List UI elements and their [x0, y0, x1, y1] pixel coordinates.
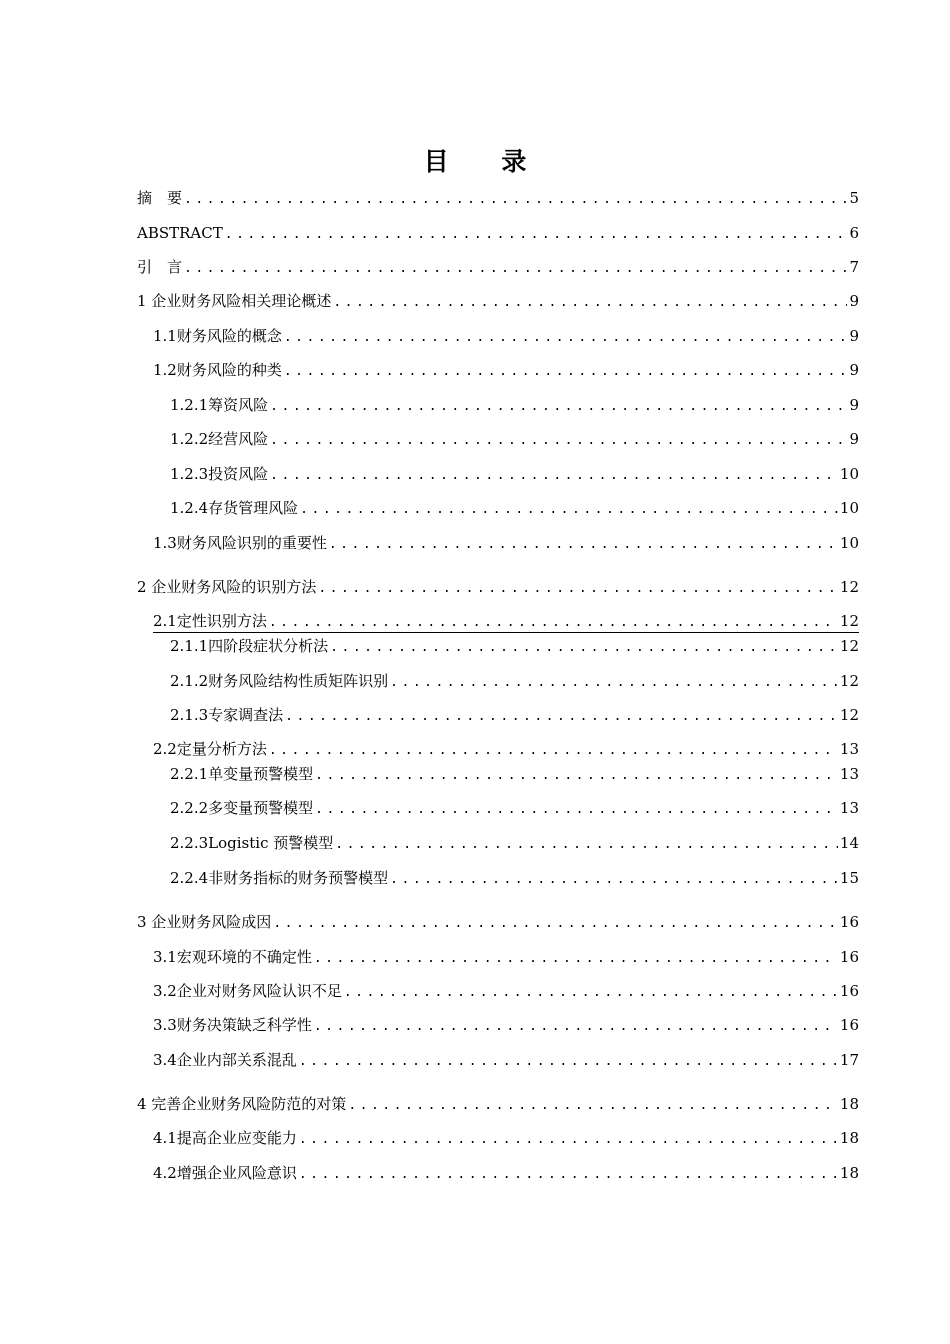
dot-leader — [285, 708, 838, 726]
toc-entry[interactable] — [153, 980, 859, 1002]
toc-entry-page-number: 10 — [839, 465, 859, 483]
dot-leader — [348, 1097, 838, 1115]
toc-entry-label: 1.2.2经营风险 — [170, 430, 269, 448]
toc-entry-label: 2.2.2多变量预警模型 — [170, 799, 314, 817]
dot-leader — [284, 363, 848, 381]
dot-leader — [329, 536, 838, 554]
toc-entry[interactable] — [170, 394, 859, 416]
dot-leader — [315, 767, 838, 785]
toc-entry[interactable] — [137, 290, 859, 312]
toc-entry-label: 3.4企业内部关系混乱 — [153, 1051, 297, 1069]
toc-entry-label: 2.2.3Logistic 预警模型 — [170, 834, 334, 852]
dot-leader — [318, 580, 838, 598]
toc-entry[interactable] — [170, 463, 859, 485]
dot-leader — [299, 1166, 838, 1184]
toc-entry-label: ABSTRACT — [137, 224, 223, 242]
toc-entry-page-number: 15 — [839, 869, 859, 887]
toc-entry-label: 3 企业财务风险成因 — [137, 913, 272, 931]
toc-entry-label: 4 完善企业财务风险防范的对策 — [137, 1095, 347, 1113]
toc-entry[interactable] — [153, 946, 859, 968]
toc-entry-label: 2.1.2财务风险结构性质矩阵识别 — [170, 672, 389, 690]
toc-entry-page-number: 13 — [839, 740, 859, 758]
toc-entry-label: 摘 要 — [137, 189, 183, 207]
toc-entry-page-number: 16 — [839, 948, 859, 966]
toc-entry-page-number: 10 — [839, 534, 859, 552]
toc-entry-page-number: 7 — [849, 258, 859, 276]
toc-entry[interactable] — [153, 359, 859, 381]
toc-entry[interactable] — [170, 704, 859, 726]
toc-entry-page-number: 9 — [849, 327, 859, 345]
toc-entry[interactable] — [170, 635, 859, 657]
dot-leader — [270, 398, 847, 416]
toc-entry-label: 2 企业财务风险的识别方法 — [137, 578, 317, 596]
toc-entry-page-number: 18 — [839, 1095, 859, 1113]
dot-leader — [390, 674, 838, 692]
toc-entry[interactable] — [170, 832, 859, 854]
dot-leader — [344, 984, 838, 1002]
toc-entry-page-number: 12 — [839, 706, 859, 724]
toc-title: 目 录 — [423, 147, 549, 176]
dot-leader — [284, 329, 848, 347]
toc-entry-label: 3.1宏观环境的不确定性 — [153, 948, 312, 966]
toc-entry[interactable] — [170, 763, 859, 785]
toc-entry[interactable] — [170, 428, 859, 450]
dot-leader — [390, 871, 838, 889]
toc-entry[interactable] — [137, 1093, 859, 1115]
dot-leader — [184, 260, 847, 278]
dot-leader — [270, 467, 838, 485]
toc-entry-label: 3.2企业对财务风险认识不足 — [153, 982, 342, 1000]
toc-entry-page-number: 12 — [839, 672, 859, 690]
toc-entry-page-number: 10 — [839, 499, 859, 517]
toc-entry-page-number: 9 — [849, 396, 859, 414]
dot-leader — [335, 836, 838, 854]
toc-entry-label: 4.1提高企业应变能力 — [153, 1129, 297, 1147]
toc-entry[interactable] — [153, 1049, 859, 1071]
toc-entry-label: 2.2定量分析方法 — [153, 740, 267, 758]
toc-entry-label: 2.2.1单变量预警模型 — [170, 765, 314, 783]
dot-leader — [299, 1053, 838, 1071]
dot-leader — [184, 191, 847, 209]
toc-entry[interactable] — [170, 497, 859, 519]
toc-entry-label: 1.3财务风险识别的重要性 — [153, 534, 327, 552]
toc-entry-page-number: 12 — [839, 612, 859, 630]
toc-entry-page-number: 18 — [839, 1164, 859, 1182]
toc-entry-label: 2.1.3专家调查法 — [170, 706, 284, 724]
toc-entry-label: 1.2.1筹资风险 — [170, 396, 269, 414]
dot-leader — [270, 432, 847, 450]
dot-leader — [269, 614, 838, 632]
toc-entry[interactable] — [153, 1127, 859, 1149]
toc-entry-label: 2.2.4非财务指标的财务预警模型 — [170, 869, 389, 887]
dot-leader — [273, 915, 838, 933]
toc-entry-page-number: 16 — [839, 982, 859, 1000]
toc-entry[interactable] — [137, 911, 859, 933]
toc-entry-label: 2.1定性识别方法 — [153, 612, 267, 630]
toc-entry[interactable] — [153, 610, 859, 633]
toc-entry-page-number: 13 — [839, 799, 859, 817]
toc-entry-label: 3.3财务决策缺乏科学性 — [153, 1016, 312, 1034]
toc-entry-page-number: 16 — [839, 1016, 859, 1034]
toc-entry-label: 4.2增强企业风险意识 — [153, 1164, 297, 1182]
toc-entry[interactable] — [137, 222, 859, 244]
toc-entry[interactable] — [153, 532, 859, 554]
dot-leader — [269, 742, 838, 760]
dot-leader — [314, 950, 838, 968]
dot-leader — [225, 226, 848, 244]
toc-entry-page-number: 12 — [839, 637, 859, 655]
toc-entry-page-number: 13 — [839, 765, 859, 783]
toc-entry[interactable] — [137, 576, 859, 598]
toc-entry-page-number: 16 — [839, 913, 859, 931]
toc-entry[interactable] — [137, 187, 859, 209]
toc-entry[interactable] — [170, 670, 859, 692]
toc-entry-page-number: 5 — [849, 189, 859, 207]
toc-entry-page-number: 9 — [849, 361, 859, 379]
toc-entry-page-number: 9 — [849, 292, 859, 310]
toc-entry[interactable] — [153, 1014, 859, 1036]
toc-entry[interactable] — [153, 738, 859, 760]
dot-leader — [333, 294, 847, 312]
toc-entry[interactable] — [170, 867, 859, 889]
toc-entry[interactable] — [153, 325, 859, 347]
dot-leader — [300, 501, 838, 519]
dot-leader — [299, 1131, 838, 1149]
toc-entry-label: 1.2.4存货管理风险 — [170, 499, 299, 517]
toc-entry-page-number: 12 — [839, 578, 859, 596]
toc-entry-page-number: 17 — [839, 1051, 859, 1069]
dot-leader — [330, 639, 838, 657]
dot-leader — [314, 1018, 838, 1036]
toc-entry[interactable] — [153, 1162, 859, 1184]
toc-entry-label: 引 言 — [137, 258, 183, 276]
toc-entry-page-number: 14 — [839, 834, 859, 852]
dot-leader — [315, 801, 838, 819]
toc-entry-page-number: 6 — [849, 224, 859, 242]
toc-entry-label: 2.1.1四阶段症状分析法 — [170, 637, 329, 655]
toc-entry-label: 1.2财务风险的种类 — [153, 361, 282, 379]
toc-entry-label: 1.2.3投资风险 — [170, 465, 269, 483]
toc-entry-page-number: 9 — [849, 430, 859, 448]
toc-entry-label: 1.1财务风险的概念 — [153, 327, 282, 345]
toc-entry[interactable] — [137, 256, 859, 278]
toc-entry-page-number: 18 — [839, 1129, 859, 1147]
toc-entry-label: 1 企业财务风险相关理论概述 — [137, 292, 332, 310]
toc-entry[interactable] — [170, 797, 859, 819]
